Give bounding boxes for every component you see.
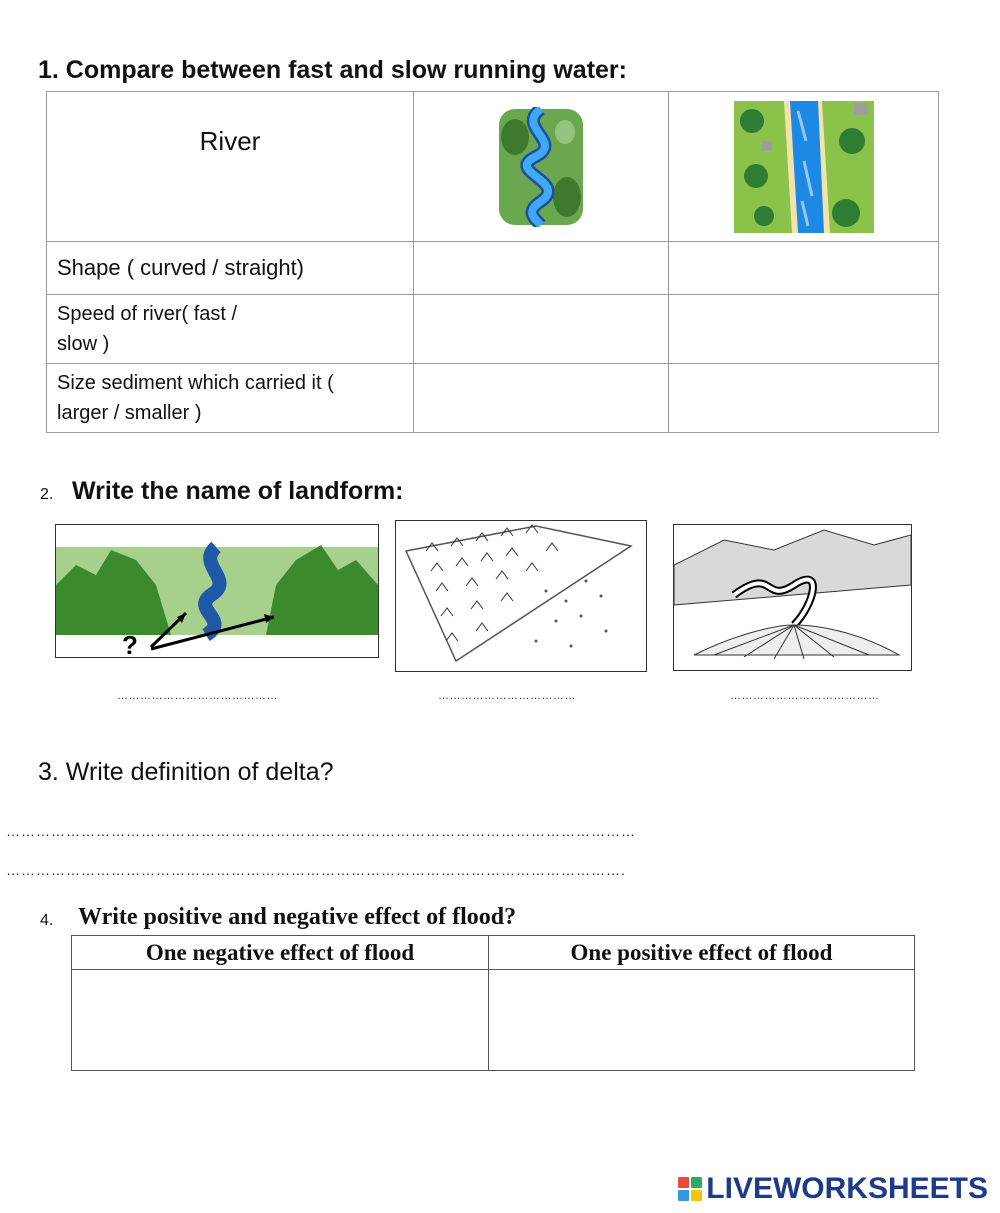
liveworksheets-logo-icon (678, 1177, 702, 1201)
logo-letter-l (678, 1177, 689, 1188)
speed-straight-answer[interactable] (669, 295, 939, 364)
logo-letter-e (691, 1190, 702, 1201)
delta-definition-line-2[interactable]: ……………………………………………………………………………………………………………. (6, 862, 626, 878)
shape-straight-answer[interactable] (669, 242, 939, 295)
river-header-label: River (199, 126, 261, 156)
alluvial-fan-drawing (396, 521, 646, 671)
curved-river-image (495, 107, 587, 227)
sediment-straight-answer[interactable] (669, 364, 939, 433)
curved-river-image-cell (414, 92, 669, 242)
question-3-title: 3. Write definition of delta? (38, 758, 334, 786)
question-4-title: Write positive and negative effect of flood? (78, 904, 517, 930)
liveworksheets-brand (678, 1172, 988, 1206)
speed-row-label: Speed of river( fast / slow ) (47, 295, 414, 364)
question-2-number: 2. (40, 486, 54, 503)
positive-effect-answer[interactable] (489, 970, 915, 1071)
logo-letter-i (691, 1177, 702, 1188)
flood-effects-table (71, 935, 915, 1071)
river-header-cell (47, 92, 414, 242)
question-2-title: Write the name of landform: (72, 477, 404, 505)
positive-effect-header: One positive effect of flood (489, 936, 915, 970)
landform-1-answer-line[interactable]: …………………………………… (117, 690, 278, 702)
speed-curved-answer[interactable] (414, 295, 669, 364)
delta-drawing (674, 525, 911, 670)
sediment-row-label: Size sediment which carried it ( larger / smaller ) (47, 364, 414, 433)
question-1-title: 1. Compare between fast and slow running water: (38, 56, 627, 84)
floodplain-drawing (56, 525, 378, 657)
floodplain-question-mark: ? (122, 630, 138, 657)
landform-2-answer-line[interactable]: ……………………………… (438, 690, 576, 702)
negative-effect-answer[interactable] (72, 970, 489, 1071)
brand-name: LIVEWORKSHEETS (706, 1172, 988, 1205)
straight-river-image (734, 101, 874, 233)
delta-definition-line-1[interactable]: ……………………………………………………………………………………………………………… (6, 823, 636, 839)
floodplain-image (55, 524, 379, 658)
delta-image (673, 524, 912, 671)
logo-letter-v (678, 1190, 689, 1201)
river-comparison-table (46, 91, 939, 433)
negative-effect-header: One negative effect of flood (72, 936, 489, 970)
question-4-number: 4. (40, 912, 54, 929)
shape-row-label: Shape ( curved / straight) (47, 242, 414, 295)
sediment-curved-answer[interactable] (414, 364, 669, 433)
shape-curved-answer[interactable] (414, 242, 669, 295)
alluvial-fan-image (395, 520, 647, 672)
landform-3-answer-line[interactable]: ………………………………… (730, 690, 880, 702)
straight-river-image-cell (669, 92, 939, 242)
